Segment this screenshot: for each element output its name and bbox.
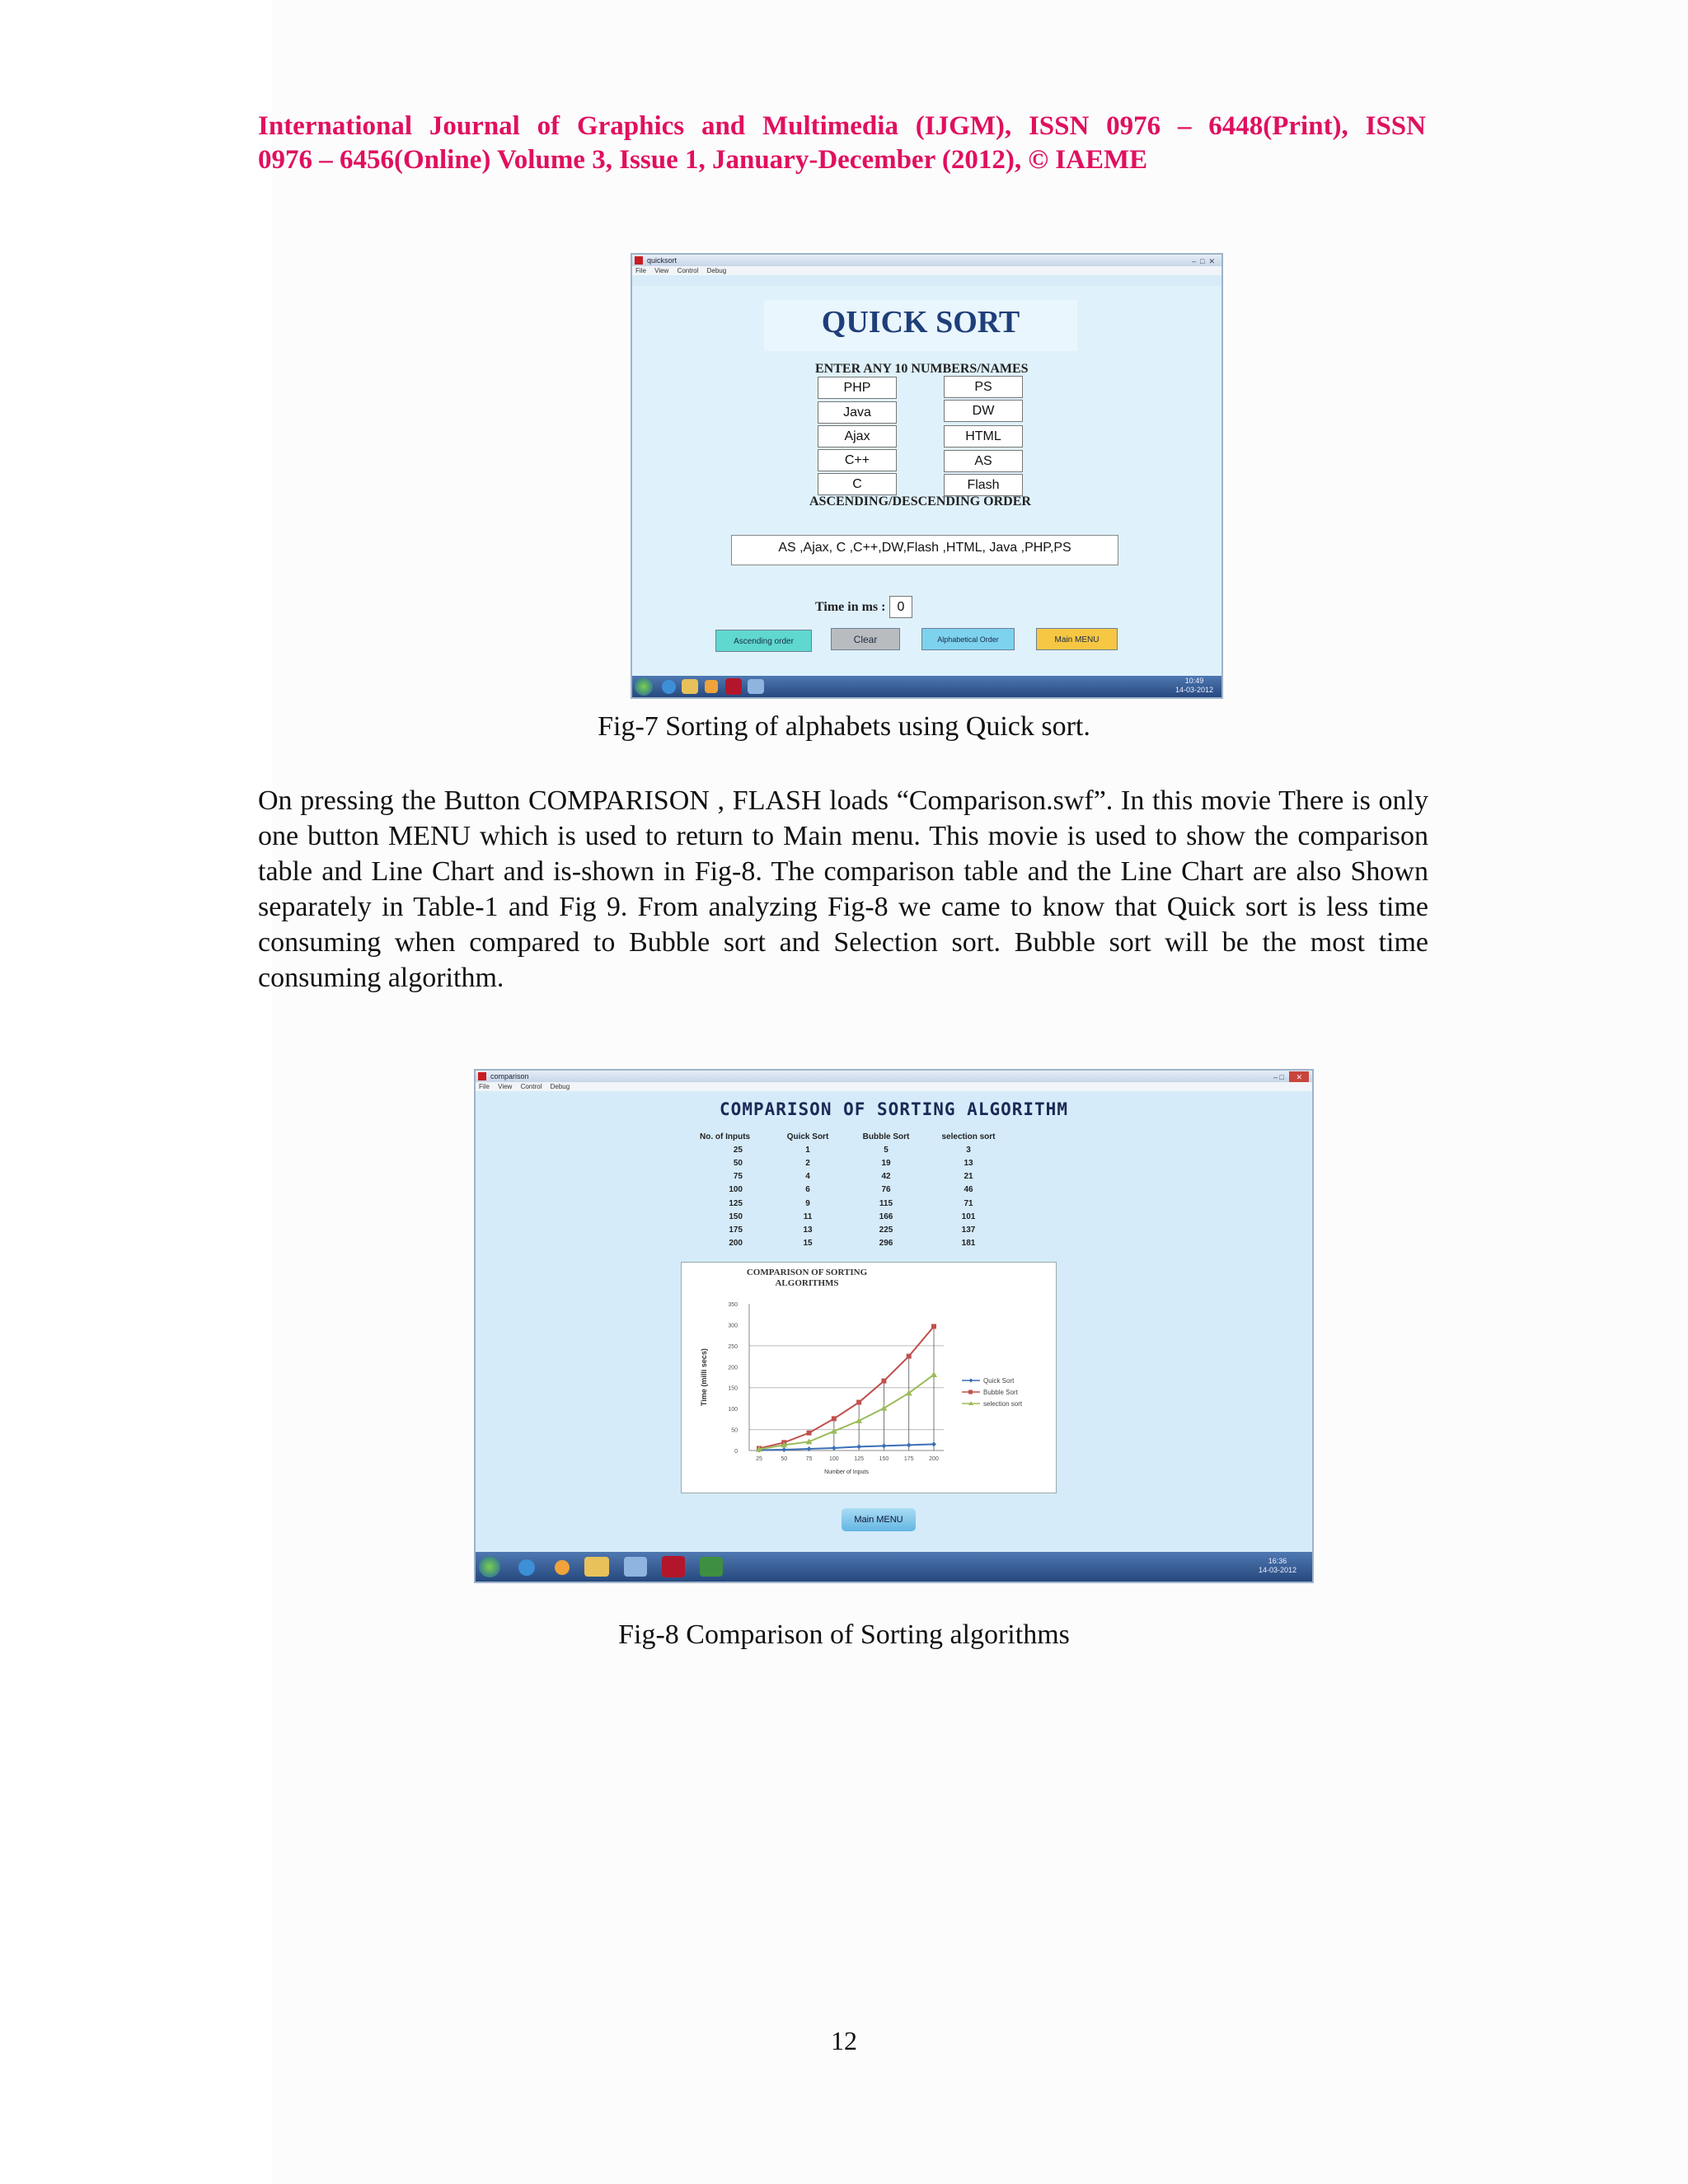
legend-marker xyxy=(969,1379,973,1383)
table-cell: 11 xyxy=(803,1212,813,1221)
order-label: ASCENDING/DESCENDING ORDER xyxy=(809,494,1031,509)
quicksort-window xyxy=(631,253,1223,699)
data-point xyxy=(781,1447,786,1452)
y-tick-label: 350 xyxy=(728,1302,738,1308)
menu-view[interactable]: View xyxy=(654,267,669,274)
journal-header xyxy=(258,110,1426,177)
x-tick-label: 200 xyxy=(929,1456,939,1462)
x-tick-label: 25 xyxy=(756,1456,762,1462)
input-field-2[interactable]: Java xyxy=(818,401,897,424)
table-cell: 200 xyxy=(729,1239,743,1249)
input-field-9[interactable]: AS xyxy=(944,450,1023,472)
body-paragraph: On pressing the Button COMPARISON , FLASH loads “Comparison.swf”. In this movie There is only one button MENU which is used to return to Main menu. This movie is used to show the comparison table and Line Chart and is-shown in Fig-8. The comparison table and the Line Chart are also Shown separately in Table-1 and Fig 9. From analyzing Fig-8 we came to know that Quick sort is less time consuming when compared to Bubble sort and Selection sort. Bubble sort will be the most time consuming algorithm. xyxy=(258,785,1428,993)
flash-app-icon xyxy=(478,1072,486,1080)
clock-date: 14-03-2012 xyxy=(1175,686,1214,694)
data-point xyxy=(880,1405,887,1411)
comparison-window xyxy=(474,1069,1314,1583)
comparison-table xyxy=(700,1130,1010,1250)
legend-label: Bubble Sort xyxy=(983,1389,1018,1396)
menu-debug[interactable]: Debug xyxy=(550,1083,570,1090)
time-label: Time in ms : xyxy=(815,600,886,614)
table-cell: 100 xyxy=(729,1185,743,1195)
header-line-2: 0976 – 6456(Online) Volume 3, Issue 1, January-December (2012), © IAEME xyxy=(258,145,1148,175)
table-cell: 166 xyxy=(879,1212,893,1221)
window-titlebar xyxy=(476,1071,1312,1082)
y-tick-label: 300 xyxy=(728,1323,738,1329)
data-point xyxy=(832,1446,837,1451)
col-header-bubble: Bubble Sort xyxy=(862,1132,910,1141)
data-point xyxy=(907,1442,912,1447)
input-field-3[interactable]: Ajax xyxy=(818,425,897,448)
header-line-1: International Journal of Graphics and Multimedia (IJGM), ISSN 0976 – 6448(Print), ISSN xyxy=(258,111,1426,141)
fig7-caption: Fig-7 Sorting of alphabets using Quick sort. xyxy=(598,711,1090,742)
y-tick-label: 0 xyxy=(734,1449,738,1455)
menu-debug[interactable]: Debug xyxy=(706,267,727,274)
legend-label: selection sort xyxy=(983,1400,1023,1408)
table-cell: 50 xyxy=(733,1158,743,1168)
windows-taskbar xyxy=(632,676,1221,697)
table-row xyxy=(700,1170,1010,1183)
chart-svg xyxy=(682,1263,1056,1493)
x-tick-label: 100 xyxy=(829,1456,839,1462)
data-point xyxy=(907,1354,912,1359)
window-minmax-icon[interactable]: – □ xyxy=(1273,1073,1284,1081)
input-field-10[interactable]: Flash xyxy=(944,474,1023,496)
time-value-field[interactable]: 0 xyxy=(889,596,912,618)
input-field-6[interactable]: PS xyxy=(944,376,1023,398)
input-field-4[interactable]: C++ xyxy=(818,449,897,471)
fig8-caption: Fig-8 Comparison of Sorting algorithms xyxy=(618,1619,1070,1650)
data-point xyxy=(931,1324,936,1329)
x-tick-label: 125 xyxy=(854,1456,864,1462)
explorer-icon[interactable] xyxy=(584,1557,609,1577)
windows-taskbar xyxy=(476,1552,1312,1582)
input-field-8[interactable]: HTML xyxy=(944,425,1023,448)
data-point xyxy=(807,1431,812,1436)
menu-file[interactable]: File xyxy=(479,1083,490,1090)
input-field-1[interactable]: PHP xyxy=(818,377,897,399)
table-cell: 76 xyxy=(881,1185,891,1195)
table-cell: 181 xyxy=(961,1239,976,1249)
col-header-quick: Quick Sort xyxy=(786,1132,829,1141)
window-titlebar xyxy=(632,255,1221,266)
menu-file[interactable]: File xyxy=(635,267,646,274)
page-number: 12 xyxy=(831,2026,857,2055)
y-tick-label: 200 xyxy=(728,1365,738,1371)
sorted-output-field[interactable]: AS ,Ajax, C ,C++,DW,Flash ,HTML, Java ,PHP,PS xyxy=(731,535,1118,565)
window-controls[interactable]: – □ ✕ xyxy=(1192,257,1215,265)
menu-control[interactable]: Control xyxy=(677,267,699,274)
start-button-icon[interactable] xyxy=(479,1556,500,1577)
chart-title: ALGORITHMS xyxy=(775,1278,839,1288)
table-row xyxy=(700,1237,1010,1250)
quicksort-stage xyxy=(632,286,1221,676)
table-cell: 225 xyxy=(879,1225,893,1235)
excel-icon[interactable] xyxy=(700,1557,723,1577)
table-row xyxy=(700,1223,1010,1236)
window-menubar xyxy=(632,266,1221,275)
table-cell: 101 xyxy=(961,1212,976,1221)
explorer-icon[interactable] xyxy=(682,679,698,694)
flash-icon[interactable] xyxy=(725,678,742,695)
series-line-2 xyxy=(759,1375,934,1450)
media-player-icon[interactable] xyxy=(705,680,718,693)
table-cell: 175 xyxy=(729,1225,743,1235)
table-cell: 115 xyxy=(879,1198,893,1208)
table-cell: 150 xyxy=(729,1212,743,1221)
input-field-5[interactable]: C xyxy=(818,473,897,495)
alphabetical-order-button[interactable]: Alphabetical Order xyxy=(921,628,1015,650)
data-point xyxy=(856,1400,861,1405)
table-row xyxy=(700,1210,1010,1223)
col-header-inputs: No. of Inputs xyxy=(700,1132,751,1141)
clear-button[interactable]: Clear xyxy=(831,628,900,650)
line-chart xyxy=(681,1262,1057,1493)
table-cell: 2 xyxy=(805,1158,810,1168)
window-close-icon[interactable]: ✕ xyxy=(1289,1071,1309,1083)
table-cell: 5 xyxy=(884,1145,889,1155)
menu-view[interactable]: View xyxy=(498,1083,513,1090)
clock-time: 10:49 xyxy=(1184,677,1204,685)
flash-player-icon[interactable] xyxy=(748,679,764,694)
main-menu-button[interactable]: Main MENU xyxy=(842,1508,916,1531)
table-row xyxy=(700,1143,1010,1156)
table-cell: 15 xyxy=(803,1239,813,1249)
table-cell: 42 xyxy=(881,1172,891,1182)
table-cell: 1 xyxy=(805,1145,810,1155)
x-tick-label: 75 xyxy=(805,1456,813,1462)
table-cell: 13 xyxy=(964,1158,973,1168)
table-row xyxy=(700,1156,1010,1169)
comparison-title: COMPARISON OF SORTING ALGORITHM xyxy=(720,1099,1068,1119)
x-tick-label: 150 xyxy=(879,1456,889,1462)
ie-icon[interactable] xyxy=(662,680,676,694)
ascending-order-button[interactable]: Ascending order xyxy=(715,630,812,652)
taskbar-clock xyxy=(1174,677,1215,695)
data-point xyxy=(881,1443,886,1448)
taskbar-clock xyxy=(1253,1557,1302,1575)
x-axis-label: Number of Inputs xyxy=(824,1469,869,1475)
y-tick-label: 250 xyxy=(728,1343,738,1350)
legend-label: Quick Sort xyxy=(983,1377,1015,1385)
start-button-icon[interactable] xyxy=(635,677,653,696)
menu-control[interactable]: Control xyxy=(520,1083,542,1090)
data-point xyxy=(931,1441,936,1446)
ie-icon[interactable] xyxy=(518,1559,535,1576)
table-cell: 19 xyxy=(881,1158,891,1168)
table-cell: 4 xyxy=(805,1172,810,1182)
table-cell: 296 xyxy=(879,1239,893,1249)
x-tick-label: 175 xyxy=(903,1456,914,1462)
data-point xyxy=(931,1371,937,1377)
flash-icon[interactable] xyxy=(662,1556,685,1577)
comparison-stage xyxy=(476,1094,1312,1552)
data-point xyxy=(856,1444,861,1449)
table-cell: 21 xyxy=(964,1172,973,1182)
enter-label: ENTER ANY 10 NUMBERS/NAMES xyxy=(815,362,1029,376)
table-cell: 25 xyxy=(733,1145,743,1155)
window-menubar xyxy=(476,1082,1312,1091)
media-player-icon[interactable] xyxy=(555,1560,570,1575)
flash-app-icon xyxy=(635,256,643,265)
window-title: comparison xyxy=(490,1072,529,1080)
table-cell: 3 xyxy=(966,1145,971,1155)
data-point xyxy=(881,1379,886,1384)
y-tick-label: 150 xyxy=(728,1385,738,1392)
table-cell: 6 xyxy=(805,1185,810,1195)
x-tick-label: 50 xyxy=(781,1456,788,1462)
y-tick-label: 100 xyxy=(728,1407,738,1413)
chart-title: COMPARISON OF SORTING xyxy=(746,1268,868,1277)
table-row xyxy=(700,1183,1010,1197)
table-cell: 71 xyxy=(964,1198,973,1208)
window-title: quicksort xyxy=(647,256,678,265)
y-axis-label: Time (milli secs) xyxy=(700,1348,708,1406)
table-cell: 75 xyxy=(733,1172,743,1182)
table-cell: 13 xyxy=(803,1225,813,1235)
input-field-7[interactable]: DW xyxy=(944,400,1023,422)
main-menu-button[interactable]: Main MENU xyxy=(1036,628,1118,650)
col-header-selection: selection sort xyxy=(941,1132,996,1141)
table-header-row xyxy=(700,1130,1010,1143)
table-cell: 137 xyxy=(961,1225,976,1235)
table-row xyxy=(700,1197,1010,1210)
table-cell: 125 xyxy=(729,1198,743,1208)
clock-time: 16:36 xyxy=(1268,1557,1287,1565)
quicksort-title: QUICK SORT xyxy=(821,305,1020,340)
table-cell: 46 xyxy=(964,1185,973,1195)
clock-date: 14-03-2012 xyxy=(1258,1566,1297,1574)
flash-player-icon[interactable] xyxy=(624,1557,647,1577)
table-cell: 9 xyxy=(805,1198,810,1208)
legend-marker xyxy=(968,1390,973,1394)
data-point xyxy=(832,1416,837,1421)
y-tick-label: 50 xyxy=(731,1427,738,1434)
